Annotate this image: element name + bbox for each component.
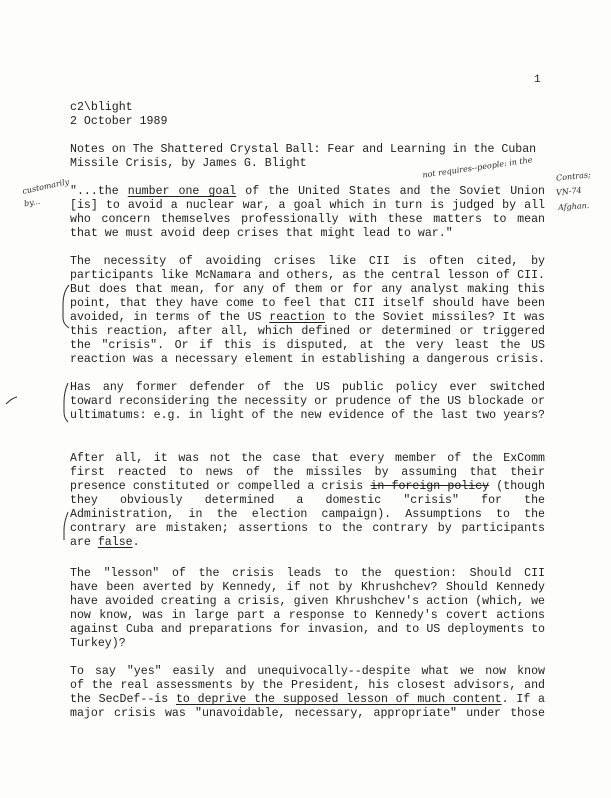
para4-line-1: The "lesson" of the crisis leads to the question: Should CII xyxy=(70,567,545,580)
quote-line-1: "...the number one goal of the United States and the Soviet Union xyxy=(70,185,545,198)
para3-line-3: presence constituted or compelled a crisis in foreign policy (though xyxy=(70,480,545,493)
para2-line-2: toward reconsidering the necessity or prudence of the US blockade or xyxy=(70,395,545,408)
para3-line-1: After all, it was not the case that every member of the ExComm xyxy=(70,452,545,465)
page-number: 1 xyxy=(534,74,541,86)
para3-line-7: are false. xyxy=(70,536,140,549)
para5-line-4: major crisis was "unavoidable, necessary, appropriate" under those xyxy=(70,707,545,720)
para3-line-2: first reacted to news of the missiles by assuming that their xyxy=(70,466,545,479)
margin-bracket-para3 xyxy=(64,512,68,540)
handwritten-right-note-2: VN-74 xyxy=(555,185,583,198)
para4-line-5: against Cuba and preparations for invasion, and to US deployments to xyxy=(70,623,545,636)
margin-bracket-para1 xyxy=(63,285,69,328)
para4-line-6: Turkey)? xyxy=(70,637,126,650)
quote-line-4: that we must avoid deep crises that might lead to war." xyxy=(70,227,453,240)
handwritten-left-note-2: by... xyxy=(23,196,41,209)
quote-line-3: who concern themselves professionally with these matters to mean xyxy=(70,213,545,226)
underlined-reaction: reaction xyxy=(269,311,325,324)
para4-line-2: have been averted by Kennedy, if not by Khrushchev? Should Kennedy xyxy=(70,581,545,594)
margin-bracket-para2 xyxy=(64,383,68,422)
para4-line-4: now know, was in large part a response to Kennedy's covert actions xyxy=(70,609,545,622)
para1-line-8: reaction was a necessary element in establishing a dangerous crisis. xyxy=(70,353,545,366)
para1-line-7: the "crisis". Or if this is disputed, at the very least the US xyxy=(70,339,545,352)
para1-line-6: this reaction, after all, which defined or determined or triggered xyxy=(70,325,545,338)
para5-line-2: of the real assessments by the President, his closest advisors, and xyxy=(70,679,545,692)
handwritten-top-note: not requires--people: in the xyxy=(421,155,533,180)
document-date: 2 October 1989 xyxy=(70,115,168,128)
file-reference: c2\blight xyxy=(70,101,133,114)
handwritten-left-note-1: customarily xyxy=(21,177,71,196)
title-line-2: Missile Crisis, by James G. Blight xyxy=(70,157,307,170)
para2-line-3: ultimatums: e.g. in light of the new evidence of the last two years? xyxy=(70,409,545,422)
struck-in-foreign-policy: in foreign policy xyxy=(370,480,490,493)
para2-line-1: Has any former defender of the US public policy ever switched xyxy=(70,381,545,394)
title-line-1: Notes on The Shattered Crystal Ball: Fear and Learning in the Cuban xyxy=(70,143,537,156)
underlined-deprive-lesson: to deprive the supposed lesson of much content xyxy=(175,693,502,706)
underlined-number-one-goal: number one goal xyxy=(127,185,237,198)
para1-line-4: point, that they have come to feel that CII itself should have been xyxy=(70,297,545,310)
para1-line-3: But does that mean, for any of them or for any analyst making this xyxy=(70,283,545,296)
handwritten-right-note-3: Afghan. xyxy=(557,200,590,213)
para3-line-4: they obviously determined a domestic "crisis" for the xyxy=(70,494,545,507)
para3-line-6: contrary are mistaken; assertions to the contrary by participants xyxy=(70,522,545,535)
para1-line-2: participants like McNamara and others, as the central lesson of CII. xyxy=(70,269,545,282)
para1-line-1: The necessity of avoiding crises like CII is often cited, by xyxy=(70,255,545,268)
para5-line-1: To say "yes" easily and unequivocally--despite what we now know xyxy=(70,665,545,678)
handwritten-right-note-1: Contras; xyxy=(555,170,592,183)
margin-check-mark xyxy=(6,397,17,404)
para3-line-5: Administration, in the election campaign). Assumptions to the xyxy=(70,508,545,521)
underlined-false: false xyxy=(97,536,133,549)
para1-line-5: avoided, in terms of the US reaction to the Soviet missiles? It was xyxy=(70,311,545,324)
para5-line-3: the SecDef--is to deprive the supposed lesson of much content. If a xyxy=(70,693,545,706)
quote-line-2: [is] to avoid a nuclear war, a goal which in turn is judged by all xyxy=(70,199,545,212)
para4-line-3: have avoided creating a crisis, given Khrushchev's action (which, we xyxy=(70,595,545,608)
